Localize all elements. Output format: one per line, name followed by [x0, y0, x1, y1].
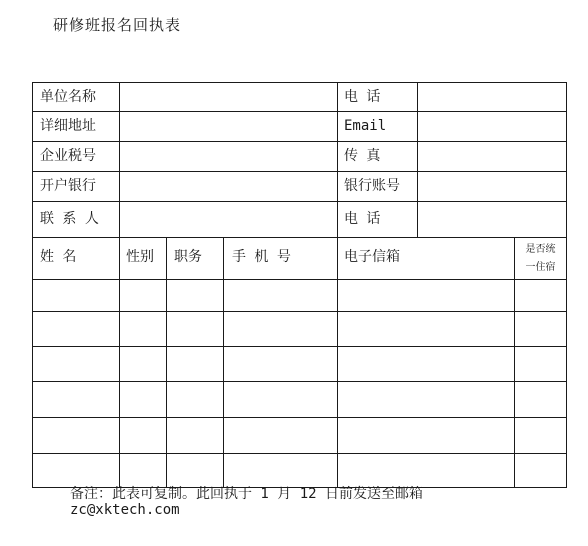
header-mobile: 手 机 号	[232, 249, 291, 265]
footer-note-line1: 备注：此表可复制。此回执于 1 月 12 日前发送至邮箱	[70, 486, 423, 502]
label-email: Email	[344, 118, 387, 134]
row-divider	[33, 171, 566, 172]
row-divider	[33, 453, 566, 454]
header-email: 电子信箱	[344, 249, 400, 265]
label-contact-person: 联 系 人	[40, 211, 99, 227]
label-bank-account: 银行账号	[344, 178, 400, 194]
label-company-name: 单位名称	[40, 89, 96, 105]
column-divider	[337, 83, 338, 487]
footer-note	[70, 486, 423, 518]
label-address: 详细地址	[40, 118, 96, 134]
header-gender: 性别	[126, 249, 154, 265]
label-fax: 传 真	[344, 148, 381, 164]
column-divider	[166, 237, 167, 487]
label-tax-id: 企业税号	[40, 148, 96, 164]
column-divider	[223, 237, 224, 487]
row-divider	[33, 311, 566, 312]
row-divider	[33, 346, 566, 347]
label-phone: 电 话	[344, 89, 381, 105]
footer-note-email: zc@xktech.com	[70, 502, 180, 518]
column-divider	[417, 83, 418, 237]
header-position: 职务	[174, 249, 202, 265]
column-divider	[119, 83, 120, 487]
header-lodging-line1: 是否统	[525, 244, 556, 255]
label-contact-phone: 电 话	[344, 211, 381, 227]
registration-table	[32, 82, 567, 488]
row-divider	[33, 111, 566, 112]
header-name: 姓 名	[40, 249, 77, 265]
header-lodging-line2: 一住宿	[525, 262, 556, 273]
label-bank: 开户银行	[40, 178, 96, 194]
form-title: 研修班报名回执表	[53, 16, 182, 34]
row-divider	[33, 279, 566, 280]
header-lodging	[515, 241, 566, 277]
row-divider	[33, 417, 566, 418]
row-divider	[33, 141, 566, 142]
row-divider	[33, 237, 566, 238]
row-divider	[33, 381, 566, 382]
row-divider	[33, 201, 566, 202]
